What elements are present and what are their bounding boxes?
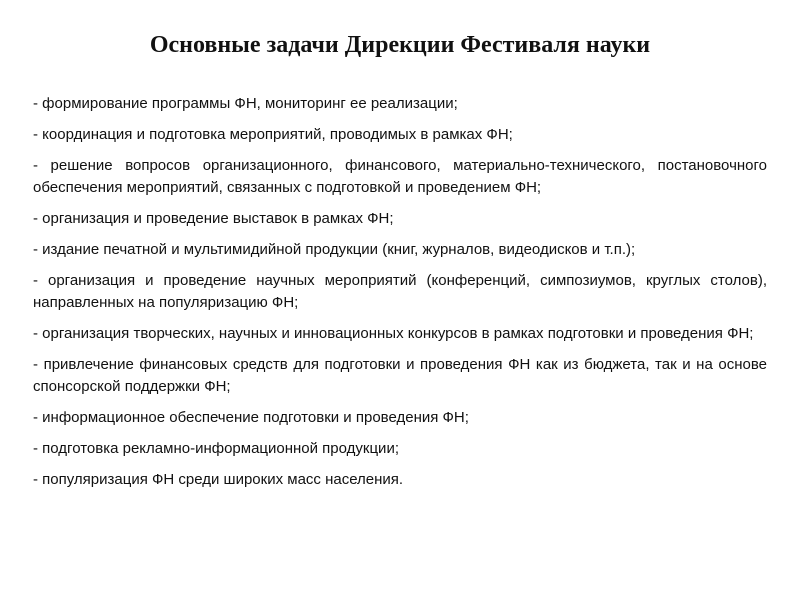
task-item: - информационное обеспечение подготовки и проведения ФН; [33, 409, 469, 426]
task-item: - популяризация ФН среди широких масс населения. [33, 471, 404, 488]
task-item: - привлечение финансовых средств для подготовки и проведения ФН как из бюджета, так и на основе спонсорской поддержки ФН; [33, 356, 767, 395]
task-item: - издание печатной и мультимидийной продукции (книг, журналов, видеодисков и т.п.); [33, 241, 636, 258]
task-item: - координация и подготовка мероприятий, проводимых в рамках ФН; [33, 126, 513, 143]
task-item: - формирование программы ФН, мониторинг ее реализации; [33, 95, 458, 112]
slide-title: Основные задачи Дирекции Фестиваля науки [149, 32, 651, 58]
task-item: - подготовка рекламно-информационной продукции; [33, 440, 399, 457]
task-item: - организация и проведение выставок в рамках ФН; [33, 210, 394, 227]
task-item: - организация творческих, научных и инновационных конкурсов в рамках подготовки и проведения ФН; [33, 325, 754, 342]
task-item: - решение вопросов организационного, финансового, материально-технического, постановочного обеспечения мероприятий, связанных с подготовкой и проведением ФН; [33, 157, 767, 196]
task-list [33, 93, 767, 500]
task-item: - организация и проведение научных мероприятий (конференций, симпозиумов, круглых столов), направленных на популяризацию ФН; [33, 272, 767, 311]
